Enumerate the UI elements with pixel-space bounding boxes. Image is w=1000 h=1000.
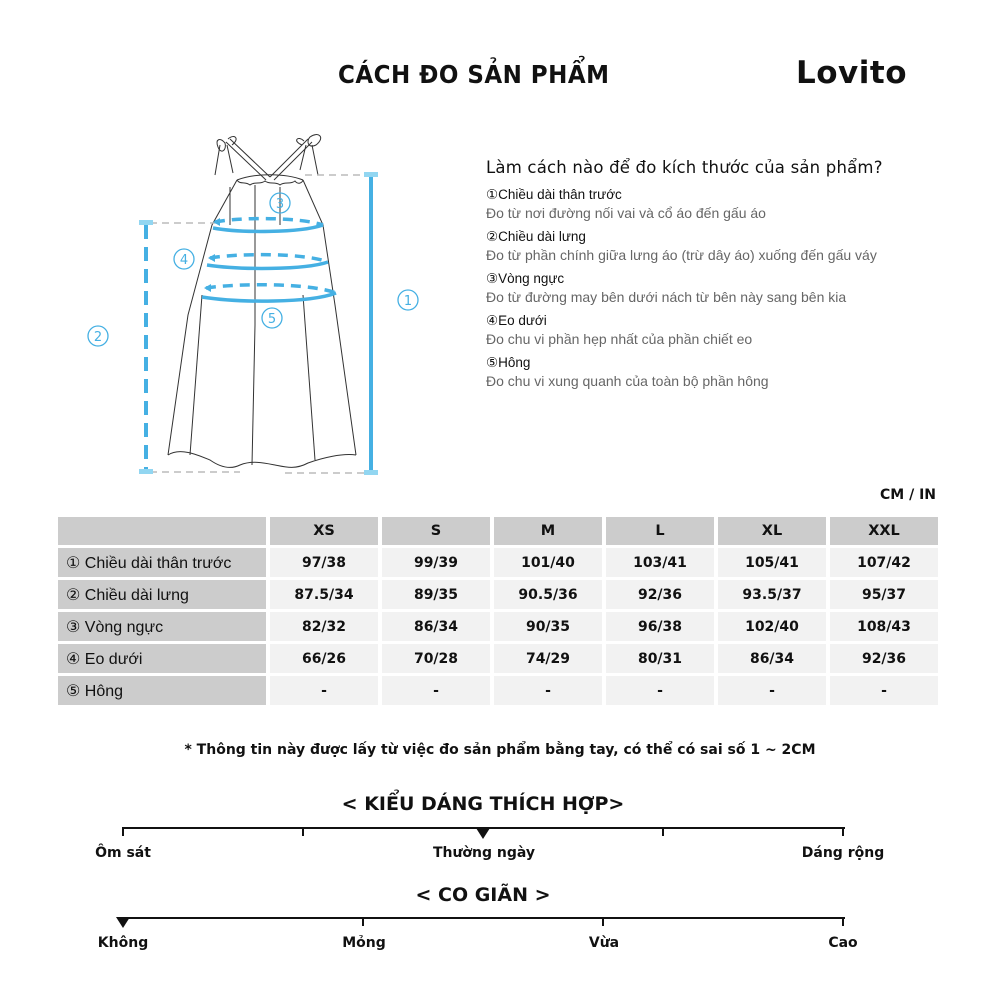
table-cell: 102/40 [718,612,826,641]
measurement-guide [486,158,946,396]
guide-item [486,186,946,222]
size-table [54,514,942,708]
row-label: ① Chiều dài thân trước [58,548,266,577]
guide-item [486,270,946,306]
table-row [58,548,938,577]
measurement-note: * Thông tin này được lấy từ việc đo sản phẩm bằng tay, có thể có sai số 1 ~ 2CM [184,742,816,758]
table-cell: 103/41 [606,548,714,577]
table-cell: 97/38 [270,548,378,577]
fit-pointer-icon [476,828,490,839]
row-label: ⑤ Hông [58,676,266,705]
table-cell: 90.5/36 [494,580,602,609]
scale-tick [662,827,664,836]
column-header: M [494,517,602,545]
table-cell: 92/36 [830,644,938,673]
page-title: CÁCH ĐO SẢN PHẨM [338,60,610,89]
guide-item-title: ②Chiều dài lưng [486,229,586,244]
guide-item-desc: Đo từ nơi đường nối vai và cổ áo đến gấu áo [486,205,766,221]
stretch-pointer-icon [116,917,130,928]
column-header: XXL [830,517,938,545]
table-cell: 93.5/37 [718,580,826,609]
table-cell: - [382,676,490,705]
stretch-scale-title: < CO GIÃN > [415,884,551,906]
column-header: L [606,517,714,545]
table-cell: 80/31 [606,644,714,673]
table-row [58,676,938,705]
unit-label: CM / IN [880,487,936,503]
fit-scale-title: < KIỂU DÁNG THÍCH HỢP> [341,793,625,815]
table-cell: 101/40 [494,548,602,577]
svg-text:4: 4 [179,253,189,268]
table-header-row [58,517,938,545]
scale-tick [362,917,364,926]
scale-tick [842,827,844,836]
svg-text:1: 1 [403,294,413,309]
svg-text:5: 5 [267,312,277,327]
fit-label: Ôm sát [95,845,151,861]
table-cell: 108/43 [830,612,938,641]
table-cell: 95/37 [830,580,938,609]
table-cell: 99/39 [382,548,490,577]
table-row [58,580,938,609]
guide-item-desc: Đo chu vi xung quanh của toàn bộ phần hông [486,373,769,389]
guide-item [486,228,946,264]
row-label: ④ Eo dưới [58,644,266,673]
table-row [58,612,938,641]
stretch-label: Cao [828,935,858,951]
svg-text:2: 2 [93,330,103,345]
table-cell: 90/35 [494,612,602,641]
table-cell: 86/34 [718,644,826,673]
guide-item-title: ⑤Hông [486,355,531,370]
column-header: XS [270,517,378,545]
scale-tick [122,827,124,836]
table-cell: 105/41 [718,548,826,577]
table-cell: - [494,676,602,705]
table-cell: 66/26 [270,644,378,673]
table-cell: - [270,676,378,705]
table-cell: - [718,676,826,705]
brand-logo: Lovito [796,55,908,91]
guide-item-title: ④Eo dưới [486,313,547,328]
table-row [58,644,938,673]
fit-label: Thường ngày [432,845,536,861]
guide-item-desc: Đo từ đường may bên dưới nách từ bên này sang bên kia [486,289,847,305]
guide-item-desc: Đo chu vi phần hẹp nhất của phần chiết eo [486,331,753,347]
table-cell: 82/32 [270,612,378,641]
stretch-label: Vừa [588,935,620,951]
table-cell: 89/35 [382,580,490,609]
table-cell: 107/42 [830,548,938,577]
guide-question: Làm cách nào để đo kích thước của sản phẩm? [486,158,883,177]
table-cell: 96/38 [606,612,714,641]
svg-text:3: 3 [275,197,285,212]
table-cell: 92/36 [606,580,714,609]
scale-tick [602,917,604,926]
dress-measurement-diagram [80,125,440,485]
table-cell: - [606,676,714,705]
guide-item-title: ①Chiều dài thân trước [486,187,622,202]
table-cell: 86/34 [382,612,490,641]
guide-item [486,354,946,390]
table-cell: - [830,676,938,705]
guide-item-desc: Đo từ phần chính giữa lưng áo (trừ dây áo) xuống đến gấu váy [486,247,877,263]
stretch-label: Mỏng [342,935,386,951]
row-label: ③ Vòng ngực [58,612,266,641]
table-cell: 87.5/34 [270,580,378,609]
fit-label: Dáng rộng [801,845,885,861]
guide-item-title: ③Vòng ngực [486,271,565,286]
guide-item [486,312,946,348]
column-header: S [382,517,490,545]
table-corner-cell [58,517,266,545]
column-header: XL [718,517,826,545]
scale-tick [842,917,844,926]
table-cell: 74/29 [494,644,602,673]
stretch-scale-line [123,917,845,919]
stretch-label: Không [97,935,149,951]
table-cell: 70/28 [382,644,490,673]
scale-tick [302,827,304,836]
row-label: ② Chiều dài lưng [58,580,266,609]
